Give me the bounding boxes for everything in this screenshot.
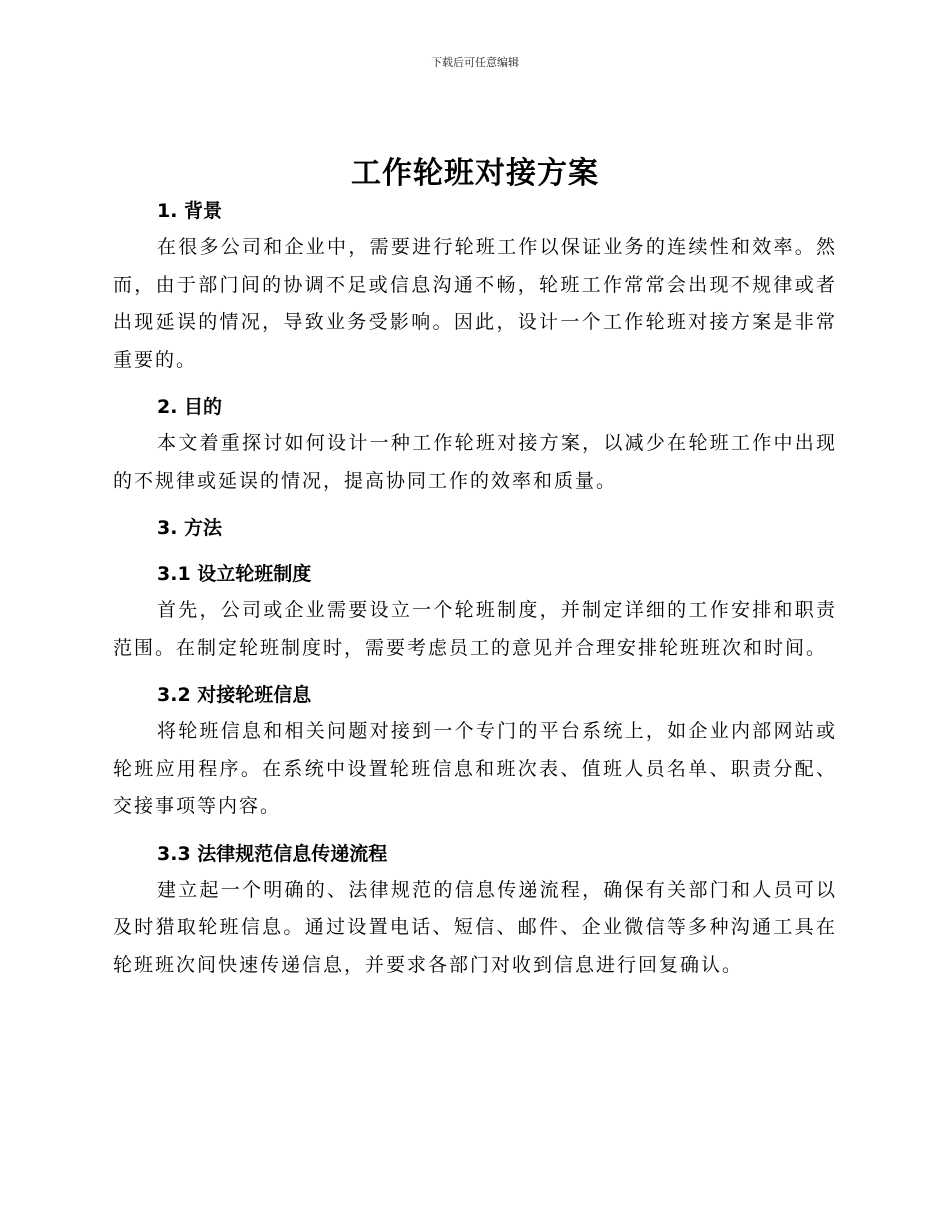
section-paragraph: 在很多公司和企业中，需要进行轮班工作以保证业务的连续性和效率。然而，由于部门间的协调不足或信息沟通不畅，轮班工作常常会出现不规律或者出现延误的情况，导致业务受影响。因此，设计一个工作轮班对接方案是非常重要的。 (113, 236, 837, 371)
section-purpose (113, 389, 837, 500)
section-background (113, 193, 837, 379)
section-paragraph: 建立起一个明确的、法律规范的信息传递流程，确保有关部门和人员可以及时猎取轮班信息。通过设置电话、短信、邮件、企业微信等多种沟通工具在轮班班次间快速传递信息，并要求各部门对收到信息进行回复确认。 (113, 878, 837, 976)
section-info-flow (113, 836, 837, 985)
page-header: 下载后可任意编辑 (431, 56, 519, 69)
document-title: 工作轮班对接方案 (351, 156, 599, 191)
section-paragraph: 本文着重探讨如何设计一种工作轮班对接方案，以减少在轮班工作中出现的不规律或延误的情况，提高协同工作的效率和质量。 (113, 432, 837, 492)
document-body (113, 193, 837, 994)
section-heading: 3.3 法律规范信息传递流程 (157, 842, 388, 865)
section-heading: 2. 目的 (157, 396, 223, 418)
section-heading: 3.2 对接轮班信息 (157, 684, 312, 706)
section-method (113, 510, 837, 546)
section-heading: 3.1 设立轮班制度 (157, 563, 312, 585)
section-heading: 3. 方法 (157, 517, 223, 539)
section-shift-system (113, 556, 837, 667)
section-paragraph: 首先，公司或企业需要设立一个轮班制度，并制定详细的工作安排和职责范围。在制定轮班制度时，需要考虑员工的意见并合理安排轮班班次和时间。 (113, 599, 837, 659)
section-paragraph: 将轮班信息和相关问题对接到一个专门的平台系统上，如企业内部网站或轮班应用程序。在系统中设置轮班信息和班次表、值班人员名单、职责分配、交接事项等内容。 (113, 720, 837, 817)
section-heading: 1. 背景 (157, 200, 223, 222)
section-shift-info (113, 677, 837, 826)
